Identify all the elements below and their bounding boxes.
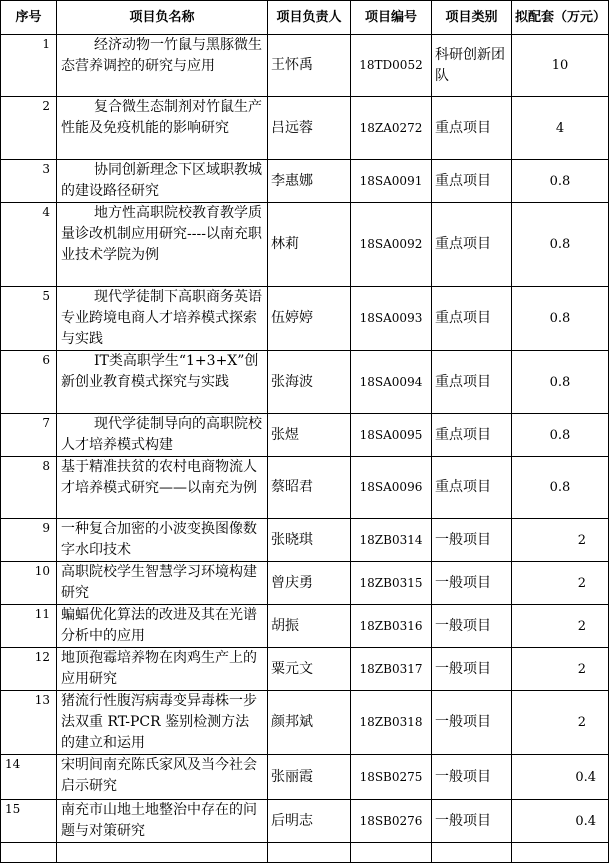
row-amount: 2 <box>512 691 609 755</box>
header-amount: 拟配套（万元） <box>512 1 609 35</box>
table-row <box>1 562 609 605</box>
table-row <box>1 648 609 691</box>
row-seq: 4 <box>1 203 57 287</box>
row-type: 一般项目 <box>432 562 512 605</box>
empty-cell <box>268 843 351 863</box>
row-leader: 颜邦斌 <box>268 691 351 755</box>
row-name: 协同创新理念下区域职教城的建设路径研究 <box>57 160 268 203</box>
row-leader: 李惠娜 <box>268 160 351 203</box>
row-code: 18SA0095 <box>351 414 432 457</box>
row-amount: 0.8 <box>512 287 609 351</box>
row-name: 猪流行性腹泻病毒变异毒株一步法双重 RT-PCR 鉴别检测方法的建立和运用 <box>57 691 268 755</box>
row-type: 一般项目 <box>432 691 512 755</box>
table-row <box>1 691 609 755</box>
row-type: 重点项目 <box>432 457 512 519</box>
row-type: 重点项目 <box>432 160 512 203</box>
table-row <box>1 35 609 97</box>
row-code: 18ZB0314 <box>351 519 432 562</box>
row-name: 地方性高职院校教育教学质量诊改机制应用研究----以南充职业技术学院为例 <box>57 203 268 287</box>
row-name: 蝙蝠优化算法的改进及其在光谱分析中的应用 <box>57 605 268 648</box>
row-leader: 曾庆勇 <box>268 562 351 605</box>
row-amount: 0.8 <box>512 351 609 414</box>
empty-cell <box>1 843 57 863</box>
row-leader: 后明志 <box>268 800 351 843</box>
header-name: 项目负名称 <box>57 1 268 35</box>
row-leader: 张丽霞 <box>268 755 351 800</box>
row-code: 18SB0275 <box>351 755 432 800</box>
row-code: 18SA0093 <box>351 287 432 351</box>
row-code: 18ZB0316 <box>351 605 432 648</box>
table-row-cut <box>1 843 609 863</box>
row-amount: 2 <box>512 562 609 605</box>
row-seq: 7 <box>1 414 57 457</box>
row-type: 科研创新团队 <box>432 35 512 97</box>
row-code: 18SA0096 <box>351 457 432 519</box>
row-name: 宋明间南充陈氏家风及当今社会启示研究 <box>57 755 268 800</box>
row-name: 一种复合加密的小波变换图像数字水印技术 <box>57 519 268 562</box>
header-seq: 序号 <box>1 1 57 35</box>
row-amount: 10 <box>512 35 609 97</box>
empty-cell <box>57 843 268 863</box>
row-seq: 8 <box>1 457 57 519</box>
row-amount: 2 <box>512 519 609 562</box>
row-code: 18ZB0317 <box>351 648 432 691</box>
table-row <box>1 351 609 414</box>
row-amount: 0.8 <box>512 414 609 457</box>
row-leader: 林莉 <box>268 203 351 287</box>
row-amount: 0.8 <box>512 160 609 203</box>
table-row <box>1 203 609 287</box>
row-name: 基于精准扶贫的农村电商物流人才培养模式研究——以南充为例 <box>57 457 268 519</box>
row-leader: 吕远蓉 <box>268 97 351 160</box>
row-code: 18SB0276 <box>351 800 432 843</box>
row-code: 18ZB0315 <box>351 562 432 605</box>
row-seq: 10 <box>1 562 57 605</box>
row-type: 一般项目 <box>432 800 512 843</box>
empty-cell <box>351 843 432 863</box>
row-name: 地顶孢霉培养物在肉鸡生产上的应用研究 <box>57 648 268 691</box>
row-seq: 9 <box>1 519 57 562</box>
row-type: 一般项目 <box>432 519 512 562</box>
row-code: 18ZA0272 <box>351 97 432 160</box>
row-code: 18SA0091 <box>351 160 432 203</box>
row-name: IT类高职学生“1+3+X”创新创业教育模式探究与实践 <box>57 351 268 414</box>
table-row <box>1 519 609 562</box>
row-type: 重点项目 <box>432 351 512 414</box>
table-row <box>1 414 609 457</box>
row-type: 一般项目 <box>432 648 512 691</box>
table-row <box>1 755 609 800</box>
row-leader: 张晓琪 <box>268 519 351 562</box>
row-amount: 4 <box>512 97 609 160</box>
row-seq: 15 <box>1 800 57 843</box>
header-row <box>1 1 609 35</box>
row-seq: 13 <box>1 691 57 755</box>
row-type: 重点项目 <box>432 414 512 457</box>
row-seq: 11 <box>1 605 57 648</box>
row-type: 重点项目 <box>432 97 512 160</box>
table-row <box>1 160 609 203</box>
row-seq: 5 <box>1 287 57 351</box>
row-seq: 14 <box>1 755 57 800</box>
row-amount: 0.8 <box>512 203 609 287</box>
empty-cell <box>512 843 609 863</box>
row-type: 重点项目 <box>432 203 512 287</box>
row-name: 经济动物一竹鼠与黑豚微生态营养调控的研究与应用 <box>57 35 268 97</box>
table-row <box>1 457 609 519</box>
row-seq: 1 <box>1 35 57 97</box>
row-type: 重点项目 <box>432 287 512 351</box>
header-leader: 项目负责人 <box>268 1 351 35</box>
row-amount: 2 <box>512 648 609 691</box>
row-code: 18ZB0318 <box>351 691 432 755</box>
row-seq: 12 <box>1 648 57 691</box>
row-code: 18TD0052 <box>351 35 432 97</box>
empty-cell <box>432 843 512 863</box>
row-leader: 张海波 <box>268 351 351 414</box>
table-row <box>1 97 609 160</box>
row-seq: 3 <box>1 160 57 203</box>
row-name: 现代学徒制导向的高职院校人才培养模式构建 <box>57 414 268 457</box>
row-leader: 蔡昭君 <box>268 457 351 519</box>
row-name: 高职院校学生智慧学习环境构建研究 <box>57 562 268 605</box>
row-code: 18SA0094 <box>351 351 432 414</box>
header-code: 项目编号 <box>351 1 432 35</box>
row-amount: 0.8 <box>512 457 609 519</box>
row-amount: 2 <box>512 605 609 648</box>
row-name: 现代学徒制下高职商务英语专业跨境电商人才培养模式探索与实践 <box>57 287 268 351</box>
row-leader: 王怀禹 <box>268 35 351 97</box>
row-seq: 2 <box>1 97 57 160</box>
row-leader: 胡振 <box>268 605 351 648</box>
row-type: 一般项目 <box>432 755 512 800</box>
row-seq: 6 <box>1 351 57 414</box>
row-leader: 粟元文 <box>268 648 351 691</box>
row-code: 18SA0092 <box>351 203 432 287</box>
row-name: 复合微生态制剂对竹鼠生产性能及免疫机能的影响研究 <box>57 97 268 160</box>
header-type: 项目类别 <box>432 1 512 35</box>
row-name: 南充市山地土地整治中存在的问题与对策研究 <box>57 800 268 843</box>
row-leader: 伍婷婷 <box>268 287 351 351</box>
row-leader: 张煜 <box>268 414 351 457</box>
row-type: 一般项目 <box>432 605 512 648</box>
row-amount: 0.4 <box>512 755 609 800</box>
row-amount: 0.4 <box>512 800 609 843</box>
table-row <box>1 800 609 843</box>
table-row <box>1 287 609 351</box>
table-row <box>1 605 609 648</box>
